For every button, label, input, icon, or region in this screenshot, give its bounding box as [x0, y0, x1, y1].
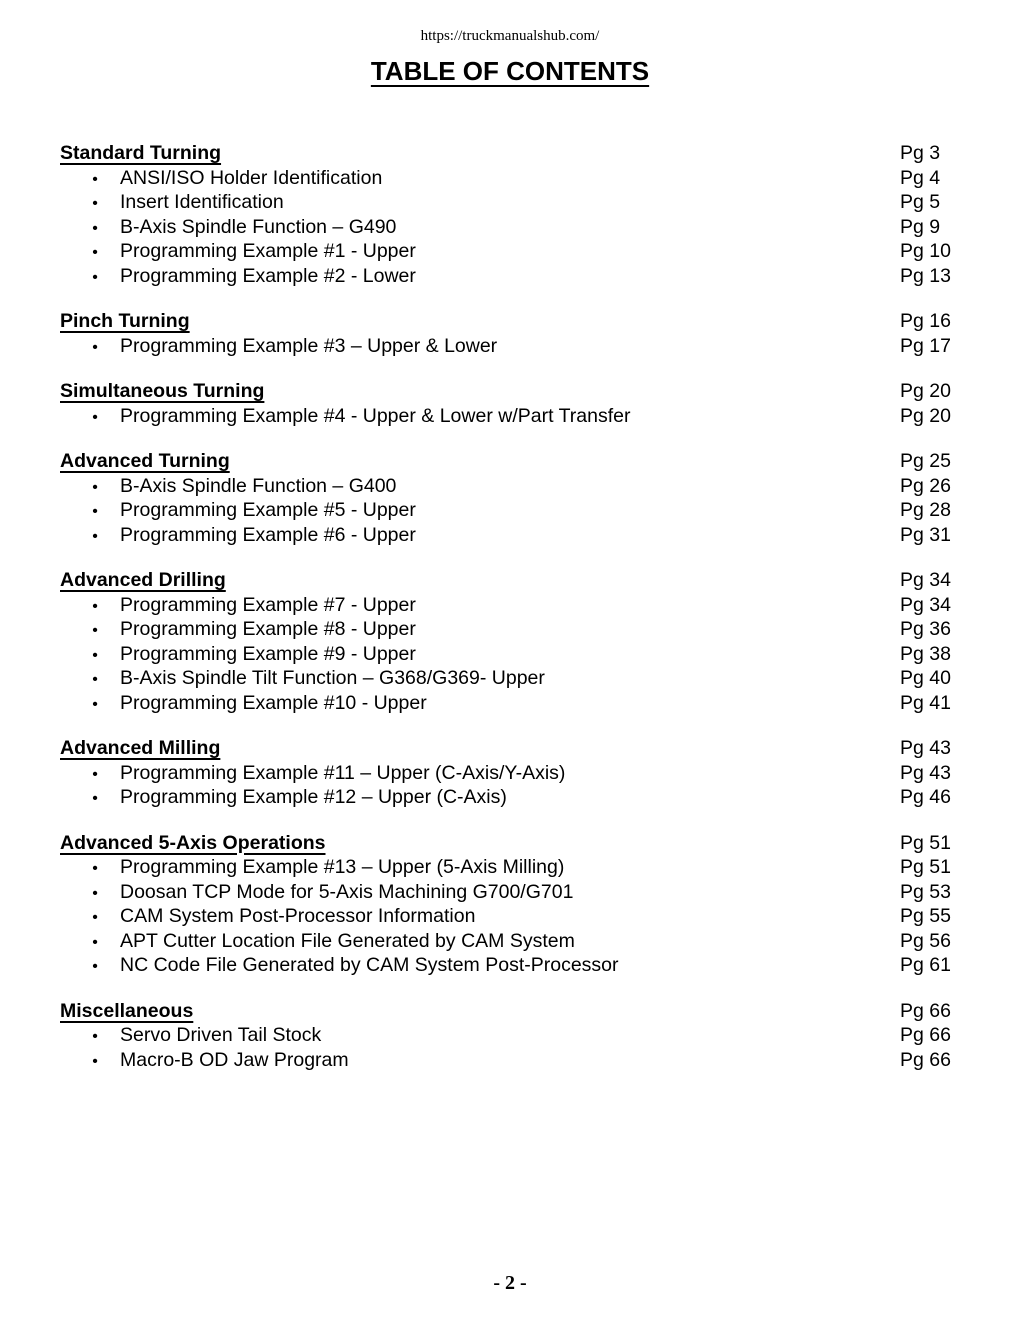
source-url: https://truckmanualshub.com/	[420, 28, 600, 44]
bullet-icon: •	[92, 765, 98, 783]
bullet-icon: •	[92, 884, 98, 902]
bullet-icon: •	[92, 408, 98, 426]
toc-entry	[60, 1048, 953, 1073]
section-title: Simultaneous Turning	[60, 380, 265, 402]
toc-entry	[60, 904, 953, 929]
bullet-icon: •	[92, 527, 98, 545]
toc-entry-left	[60, 666, 545, 693]
toc-entry-page-ref: Pg 4	[900, 166, 941, 189]
section-title: Advanced 5-Axis Operations	[60, 831, 326, 854]
section-page-ref: Pg 51	[900, 831, 951, 854]
toc-entry	[60, 642, 953, 667]
toc-entry	[60, 239, 953, 264]
page-number: - 2 -	[493, 1272, 527, 1294]
toc-section	[60, 831, 953, 978]
toc-entry-page-ref: Pg 56	[900, 929, 951, 952]
toc-entry-left	[60, 523, 416, 550]
bullet-icon: •	[92, 671, 98, 688]
toc-entry-left	[60, 239, 416, 266]
bullet-icon: •	[92, 958, 98, 975]
toc-entry-label: Programming Example #10 - Upper	[120, 691, 427, 714]
toc-entry-label: Programming Example #5 - Upper	[120, 499, 416, 521]
toc-section-heading	[60, 379, 953, 404]
toc-entry-label: Programming Example #1 - Upper	[120, 240, 416, 262]
section-title: Pinch Turning	[60, 310, 190, 332]
toc-entry-page-ref: Pg 9	[900, 215, 941, 238]
toc-entry-left	[60, 264, 416, 291]
page-title: TABLE OF CONTENTS	[370, 56, 650, 86]
section-page-ref: Pg 16	[900, 310, 951, 332]
toc-entry-label: Programming Example #4 - Upper & Lower w/Part Transfer	[120, 404, 631, 427]
section-title: Standard Turning	[60, 142, 222, 164]
toc-section	[60, 568, 953, 715]
toc-entry	[60, 785, 953, 810]
toc-entry	[60, 190, 953, 215]
toc-entry	[60, 404, 953, 429]
bullet-icon: •	[92, 219, 98, 237]
toc-section	[60, 449, 953, 547]
bullet-icon: •	[92, 622, 98, 639]
toc-entry-page-ref: Pg 53	[900, 880, 951, 903]
toc-entry-label: Insert Identification	[120, 191, 284, 213]
toc-section-heading	[60, 141, 953, 166]
toc-entry	[60, 617, 953, 642]
toc-entry-page-ref: Pg 20	[900, 404, 951, 427]
bullet-icon: •	[92, 338, 98, 356]
toc-entry-left	[60, 761, 565, 788]
bullet-icon: •	[92, 195, 98, 212]
toc-entry	[60, 880, 953, 905]
toc-entry-left	[60, 953, 619, 980]
toc-entry-left	[60, 929, 575, 956]
toc-entry	[60, 215, 953, 240]
toc-entry-label: Doosan TCP Mode for 5-Axis Machining G700/G701	[120, 880, 574, 903]
toc-entry-page-ref: Pg 5	[900, 191, 941, 213]
toc-entry-label: APT Cutter Location File Generated by CAM System	[120, 929, 575, 952]
toc-entry	[60, 264, 953, 289]
toc-entry-page-ref: Pg 66	[900, 1024, 951, 1046]
toc-entry-left	[60, 215, 396, 242]
bullet-icon: •	[92, 1028, 98, 1045]
toc-entry	[60, 523, 953, 548]
table-of-contents	[60, 141, 953, 1093]
toc-entry-page-ref: Pg 43	[900, 761, 951, 784]
section-page-ref: Pg 66	[900, 999, 951, 1022]
bullet-icon: •	[92, 478, 98, 496]
toc-entry-page-ref: Pg 28	[900, 499, 951, 521]
toc-entry-left	[60, 334, 497, 361]
toc-section	[60, 141, 953, 288]
toc-entry-page-ref: Pg 31	[900, 523, 951, 546]
toc-entry-label: Programming Example #2 - Lower	[120, 264, 416, 287]
toc-entry-page-ref: Pg 38	[900, 642, 951, 665]
toc-entry-label: Programming Example #3 – Upper & Lower	[120, 334, 498, 357]
toc-entry	[60, 1023, 953, 1048]
page-title-wrapper	[0, 56, 1020, 87]
toc-entry	[60, 761, 953, 786]
toc-section-heading	[60, 999, 953, 1024]
toc-entry	[60, 593, 953, 618]
toc-entry-label: Programming Example #11 – Upper (C-Axis/Y-Axis)	[120, 761, 566, 784]
bullet-icon: •	[92, 646, 98, 664]
toc-entry-page-ref: Pg 66	[900, 1048, 951, 1071]
toc-entry-left	[60, 1023, 321, 1050]
section-title: Advanced Milling	[60, 737, 221, 759]
toc-section	[60, 736, 953, 810]
toc-entry	[60, 929, 953, 954]
toc-entry-left	[60, 880, 573, 907]
toc-entry-left	[60, 691, 427, 718]
bullet-icon: •	[92, 1052, 98, 1070]
toc-entry-left	[60, 404, 630, 431]
bullet-icon: •	[92, 933, 98, 951]
toc-entry-page-ref: Pg 61	[900, 954, 951, 976]
bullet-icon: •	[92, 244, 98, 261]
section-page-ref: Pg 34	[900, 569, 951, 591]
toc-entry	[60, 953, 953, 978]
toc-entry-left	[60, 785, 507, 812]
toc-entry-label: Programming Example #9 - Upper	[120, 642, 416, 665]
toc-entry-label: B-Axis Spindle Function – G490	[120, 215, 397, 238]
toc-entry-label: Programming Example #8 - Upper	[120, 618, 416, 640]
section-page-ref: Pg 3	[900, 142, 941, 164]
bullet-icon: •	[92, 170, 98, 188]
section-page-ref: Pg 43	[900, 737, 951, 759]
toc-entry	[60, 334, 953, 359]
toc-entry-left	[60, 1048, 349, 1075]
toc-entry-page-ref: Pg 34	[900, 593, 951, 616]
toc-entry-page-ref: Pg 46	[900, 786, 951, 808]
toc-section	[60, 999, 953, 1073]
toc-entry-page-ref: Pg 55	[900, 905, 951, 927]
section-title: Advanced Turning	[60, 450, 230, 472]
toc-entry-left	[60, 498, 416, 525]
bullet-icon: •	[92, 268, 98, 286]
toc-entry-label: ANSI/ISO Holder Identification	[120, 166, 383, 189]
toc-section-heading	[60, 831, 953, 856]
toc-entry-page-ref: Pg 36	[900, 618, 951, 640]
toc-section-heading	[60, 449, 953, 474]
toc-entry-left	[60, 642, 416, 669]
toc-entry	[60, 498, 953, 523]
toc-entry-page-ref: Pg 26	[900, 474, 951, 497]
toc-entry-left	[60, 593, 416, 620]
bullet-icon: •	[92, 503, 98, 520]
section-page-ref: Pg 25	[900, 450, 951, 472]
toc-entry-label: Programming Example #7 - Upper	[120, 593, 416, 616]
toc-entry-left	[60, 904, 475, 931]
toc-entry-label: Programming Example #12 – Upper (C-Axis)	[120, 786, 507, 808]
toc-entry	[60, 691, 953, 716]
bullet-icon: •	[92, 597, 98, 615]
toc-entry-left	[60, 190, 284, 217]
toc-entry-left	[60, 855, 564, 882]
bullet-icon: •	[92, 790, 98, 807]
toc-entry-page-ref: Pg 51	[900, 856, 951, 878]
toc-section	[60, 309, 953, 358]
toc-section-heading	[60, 736, 953, 761]
toc-entry-page-ref: Pg 17	[900, 334, 951, 357]
section-title: Miscellaneous	[60, 999, 194, 1022]
toc-entry	[60, 166, 953, 191]
toc-entry-page-ref: Pg 13	[900, 264, 951, 287]
toc-entry-label: Servo Driven Tail Stock	[120, 1024, 322, 1046]
toc-entry-label: Programming Example #13 – Upper (5-Axis Milling)	[120, 856, 565, 878]
toc-section-heading	[60, 568, 953, 593]
toc-section-heading	[60, 309, 953, 334]
toc-section	[60, 379, 953, 428]
toc-entry	[60, 666, 953, 691]
toc-entry-label: Macro-B OD Jaw Program	[120, 1048, 349, 1071]
toc-entry-label: CAM System Post-Processor Information	[120, 905, 476, 927]
toc-entry	[60, 474, 953, 499]
toc-entry-page-ref: Pg 10	[900, 240, 951, 262]
toc-entry-label: NC Code File Generated by CAM System Post-Processor	[120, 954, 619, 976]
bullet-icon: •	[92, 860, 98, 877]
toc-entry-page-ref: Pg 41	[900, 691, 951, 714]
toc-entry-left	[60, 617, 416, 644]
bullet-icon: •	[92, 695, 98, 713]
toc-entry-left	[60, 474, 396, 501]
toc-entry	[60, 855, 953, 880]
section-page-ref: Pg 20	[900, 380, 951, 402]
toc-entry-label: Programming Example #6 - Upper	[120, 523, 416, 546]
bullet-icon: •	[92, 909, 98, 926]
toc-entry-label: B-Axis Spindle Function – G400	[120, 474, 397, 497]
toc-entry-label: B-Axis Spindle Tilt Function – G368/G369- Upper	[120, 667, 545, 689]
toc-entry-left	[60, 166, 382, 193]
toc-entry-page-ref: Pg 40	[900, 667, 951, 689]
section-title: Advanced Drilling	[60, 569, 226, 591]
